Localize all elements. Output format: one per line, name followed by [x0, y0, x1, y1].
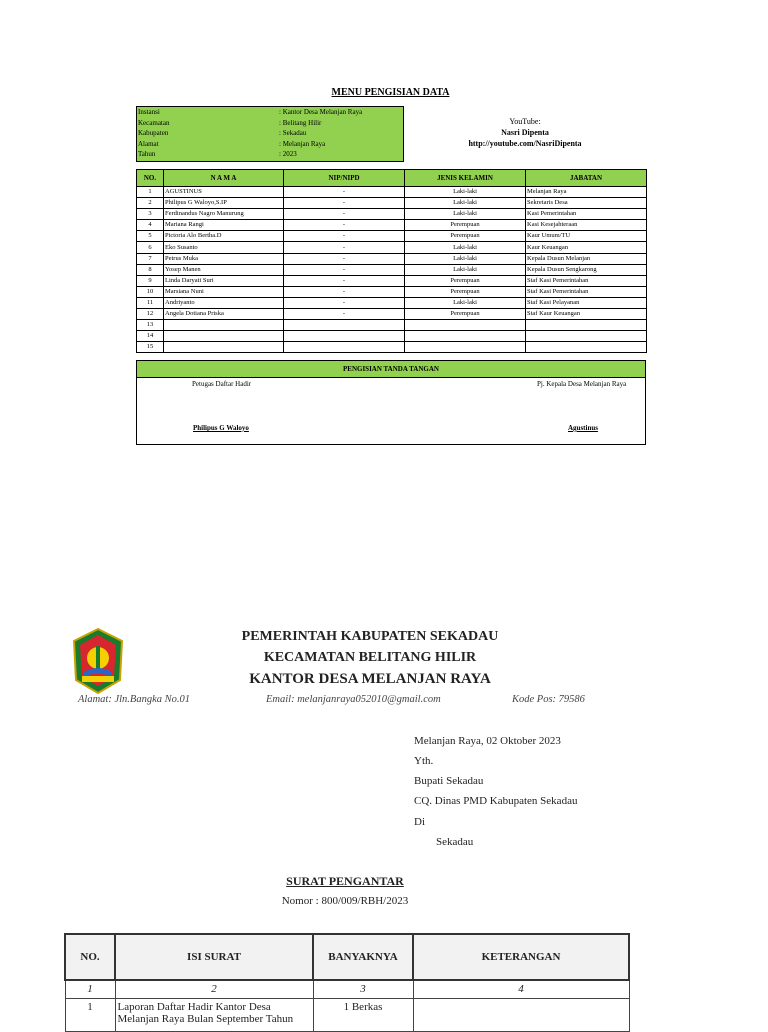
cell-jabatan: Kasi Kesejahteraan: [526, 220, 647, 231]
cell-no: 7: [137, 253, 164, 264]
youtube-channel-name: Nasri Dipenta: [501, 128, 549, 137]
signature-box: [136, 360, 646, 445]
cell-gender: Laki-laki: [405, 264, 526, 275]
cell-jabatan: Kaur Keuangan: [526, 242, 647, 253]
cell-jabatan: Staf Kasi Pemerintahan: [526, 275, 647, 286]
letter-number: Nomor : 800/009/RBH/2023: [281, 895, 409, 907]
table-row: [137, 242, 647, 253]
cell-nip: -: [284, 275, 405, 286]
recipient-line: Yth.: [414, 755, 434, 767]
column-number: 2: [115, 980, 313, 999]
cell-no: 13: [137, 320, 164, 331]
cell-nip: -: [284, 242, 405, 253]
cell-gender: [405, 331, 526, 342]
col-header-keterangan: KETERANGAN: [413, 934, 629, 980]
cell-jabatan: [526, 320, 647, 331]
left-signer-name: Philipus G Waloyo: [193, 424, 249, 432]
letterhead-line-2: KECAMATAN BELITANG HILIR: [263, 650, 477, 665]
cell-nama: [164, 342, 284, 353]
table-row: [137, 253, 647, 264]
recipient-line: Bupati Sekadau: [414, 775, 484, 787]
cell-gender: Perempuan: [405, 220, 526, 231]
cell-gender: Perempuan: [405, 286, 526, 297]
cell-jabatan: [526, 342, 647, 353]
cell-isi-surat: Laporan Daftar Hadir Kantor Desa Melanjan Raya Bulan September Tahun: [115, 999, 313, 1032]
column-number: 4: [413, 980, 629, 999]
cell-no: 1: [65, 999, 115, 1032]
cell-nama: Angela Dotiana Priska: [164, 309, 284, 320]
cell-nama: Marsiana Nuni: [164, 286, 284, 297]
letter-title: SURAT PENGANTAR: [286, 874, 404, 888]
letter-table-header: [65, 934, 629, 980]
cell-nama: Yosep Manen: [164, 264, 284, 275]
cell-nip: -: [284, 309, 405, 320]
cell-no: 14: [137, 331, 164, 342]
cell-no: 15: [137, 342, 164, 353]
table-row: [137, 342, 647, 353]
cell-nama: Eko Susanto: [164, 242, 284, 253]
info-value: : Sekadau: [279, 129, 307, 137]
column-number: 3: [313, 980, 413, 999]
cell-nip: -: [284, 198, 405, 209]
cell-no: 5: [137, 231, 164, 242]
table-row: [65, 999, 629, 1032]
cell-nama: AGUSTINUS: [164, 187, 284, 198]
cell-nip: -: [284, 286, 405, 297]
youtube-credit: [430, 116, 620, 149]
info-row-tahun: [137, 149, 403, 160]
cell-jabatan: Melanjan Raya: [526, 187, 647, 198]
staff-table-body: [137, 187, 647, 353]
signature-header: PENGISIAN TANDA TANGAN: [137, 361, 645, 378]
cell-no: 10: [137, 286, 164, 297]
left-signer-role: Petugas Daftar Hadir: [192, 380, 252, 388]
cell-jabatan: Kepala Dusun Melanjan: [526, 253, 647, 264]
youtube-label: YouTube:: [509, 117, 541, 126]
cell-nama: Linda Daryati Suri: [164, 275, 284, 286]
letter-email: Email: melanjanraya052010@gmail.com: [266, 694, 441, 705]
cell-no: 12: [137, 309, 164, 320]
info-row-kabupaten: [137, 128, 403, 139]
cell-gender: Perempuan: [405, 309, 526, 320]
info-label: Instansi: [138, 108, 160, 116]
cell-nip: -: [284, 264, 405, 275]
col-header-banyaknya: BANYAKNYA: [313, 934, 413, 980]
cell-gender: Laki-laki: [405, 297, 526, 308]
info-label: Kecamatan: [138, 118, 170, 127]
cell-gender: Perempuan: [405, 275, 526, 286]
cell-nip: -: [284, 297, 405, 308]
info-row-instansi: [137, 107, 403, 118]
sekadau-regency-emblem-icon: [70, 628, 126, 694]
cell-nama: [164, 320, 284, 331]
cell-jabatan: Kaur Umum/TU: [526, 231, 647, 242]
table-row: [137, 264, 647, 275]
letter-postal-code: Kode Pos: 79586: [512, 694, 585, 705]
cell-nama: [164, 331, 284, 342]
cell-jabatan: Sekretaris Desa: [526, 198, 647, 209]
cell-gender: Laki-laki: [405, 242, 526, 253]
cell-no: 3: [137, 209, 164, 220]
table-row: [137, 231, 647, 242]
col-header-no: NO.: [65, 934, 115, 980]
recipient-line: CQ. Dinas PMD Kabupaten Sekadau: [414, 795, 578, 807]
cell-no: 6: [137, 242, 164, 253]
cell-nama: Philipus G Waloyo,S.IP: [164, 198, 284, 209]
col-header-nama: N A M A: [164, 170, 284, 187]
cell-keterangan: [413, 999, 629, 1032]
cell-gender: Laki-laki: [405, 209, 526, 220]
cell-gender: Laki-laki: [405, 253, 526, 264]
cell-no: 4: [137, 220, 164, 231]
cell-nip: -: [284, 187, 405, 198]
table-row: [137, 220, 647, 231]
letter-items-table: [64, 933, 630, 1032]
column-number: 1: [65, 980, 115, 999]
cell-no: 9: [137, 275, 164, 286]
info-value: : 2023: [279, 150, 297, 158]
cell-jabatan: Staf Kaur Keuangan: [526, 309, 647, 320]
info-value: : Kantor Desa Melanjan Raya: [279, 108, 363, 116]
staff-table-header: [137, 170, 647, 187]
info-value: : Melanjan Raya: [279, 139, 326, 148]
cell-nama: Andriyanto: [164, 297, 284, 308]
institution-info-box: [136, 106, 404, 162]
cell-nip: -: [284, 231, 405, 242]
cell-nip: [284, 331, 405, 342]
info-value: : Belitang Hilir: [279, 118, 322, 127]
info-label: Kabupaten: [138, 129, 169, 137]
cell-nama: Pictoria Alo Bertha.D: [164, 231, 284, 242]
cell-jabatan: Kasi Pemerintahan: [526, 209, 647, 220]
cell-nip: [284, 342, 405, 353]
cell-jabatan: Kepala Dusun Sengkarong: [526, 264, 647, 275]
cell-jabatan: Staf Kasi Pemerintahan: [526, 286, 647, 297]
cell-no: 1: [137, 187, 164, 198]
cell-gender: [405, 320, 526, 331]
table-row: [137, 309, 647, 320]
col-header-jabatan: JABATAN: [526, 170, 647, 187]
letterhead-line-3: KANTOR DESA MELANJAN RAYA: [249, 671, 491, 687]
letter-address: Alamat: Jln.Bangka No.01: [78, 694, 190, 705]
cell-no: 8: [137, 264, 164, 275]
table-row: [137, 286, 647, 297]
table-row: [137, 320, 647, 331]
letter-date: Melanjan Raya, 02 Oktober 2023: [414, 735, 561, 747]
cell-jabatan: Staf Kasi Pelayanan: [526, 297, 647, 308]
col-header-gender: JENIS KELAMIN: [405, 170, 526, 187]
column-number-row: [65, 980, 629, 999]
table-row: [137, 297, 647, 308]
cell-nip: -: [284, 253, 405, 264]
cell-banyaknya: 1 Berkas: [313, 999, 413, 1032]
cell-jabatan: [526, 331, 647, 342]
table-row: [137, 209, 647, 220]
cell-gender: Perempuan: [405, 231, 526, 242]
table-row: [137, 275, 647, 286]
table-row: [137, 198, 647, 209]
info-row-kecamatan: [137, 118, 403, 129]
cell-nip: [284, 320, 405, 331]
youtube-url-link[interactable]: http://youtube.com/NasriDipenta: [468, 139, 582, 148]
letterhead-line-1: PEMERINTAH KABUPATEN SEKADAU: [241, 629, 499, 644]
right-signer-name: Agustinus: [568, 424, 598, 432]
cell-gender: [405, 342, 526, 353]
cell-no: 2: [137, 198, 164, 209]
form-title: MENU PENGISIAN DATA: [331, 87, 450, 98]
staff-table: [136, 169, 647, 353]
cell-nama: Mariana Rangi: [164, 220, 284, 231]
col-header-isi-surat: ISI SURAT: [115, 934, 313, 980]
recipient-line: Sekadau: [436, 836, 474, 848]
cell-gender: Laki-laki: [405, 198, 526, 209]
cell-no: 11: [137, 297, 164, 308]
info-label: Alamat: [138, 139, 159, 148]
cell-nip: -: [284, 209, 405, 220]
info-row-alamat: [137, 139, 403, 150]
info-label: Tahun: [138, 150, 156, 158]
cell-nama: Ferdinandus Nagro Manurung: [164, 209, 284, 220]
cell-gender: Laki-laki: [405, 187, 526, 198]
table-row: [137, 187, 647, 198]
recipient-line: Di: [414, 816, 425, 828]
right-signer-role: Pj. Kepala Desa Melanjan Raya: [537, 380, 627, 388]
table-row: [137, 331, 647, 342]
cell-nip: -: [284, 220, 405, 231]
col-header-nip: NIP/NIPD: [284, 170, 405, 187]
col-header-no: NO.: [137, 170, 164, 187]
cell-nama: Petrus Muka: [164, 253, 284, 264]
